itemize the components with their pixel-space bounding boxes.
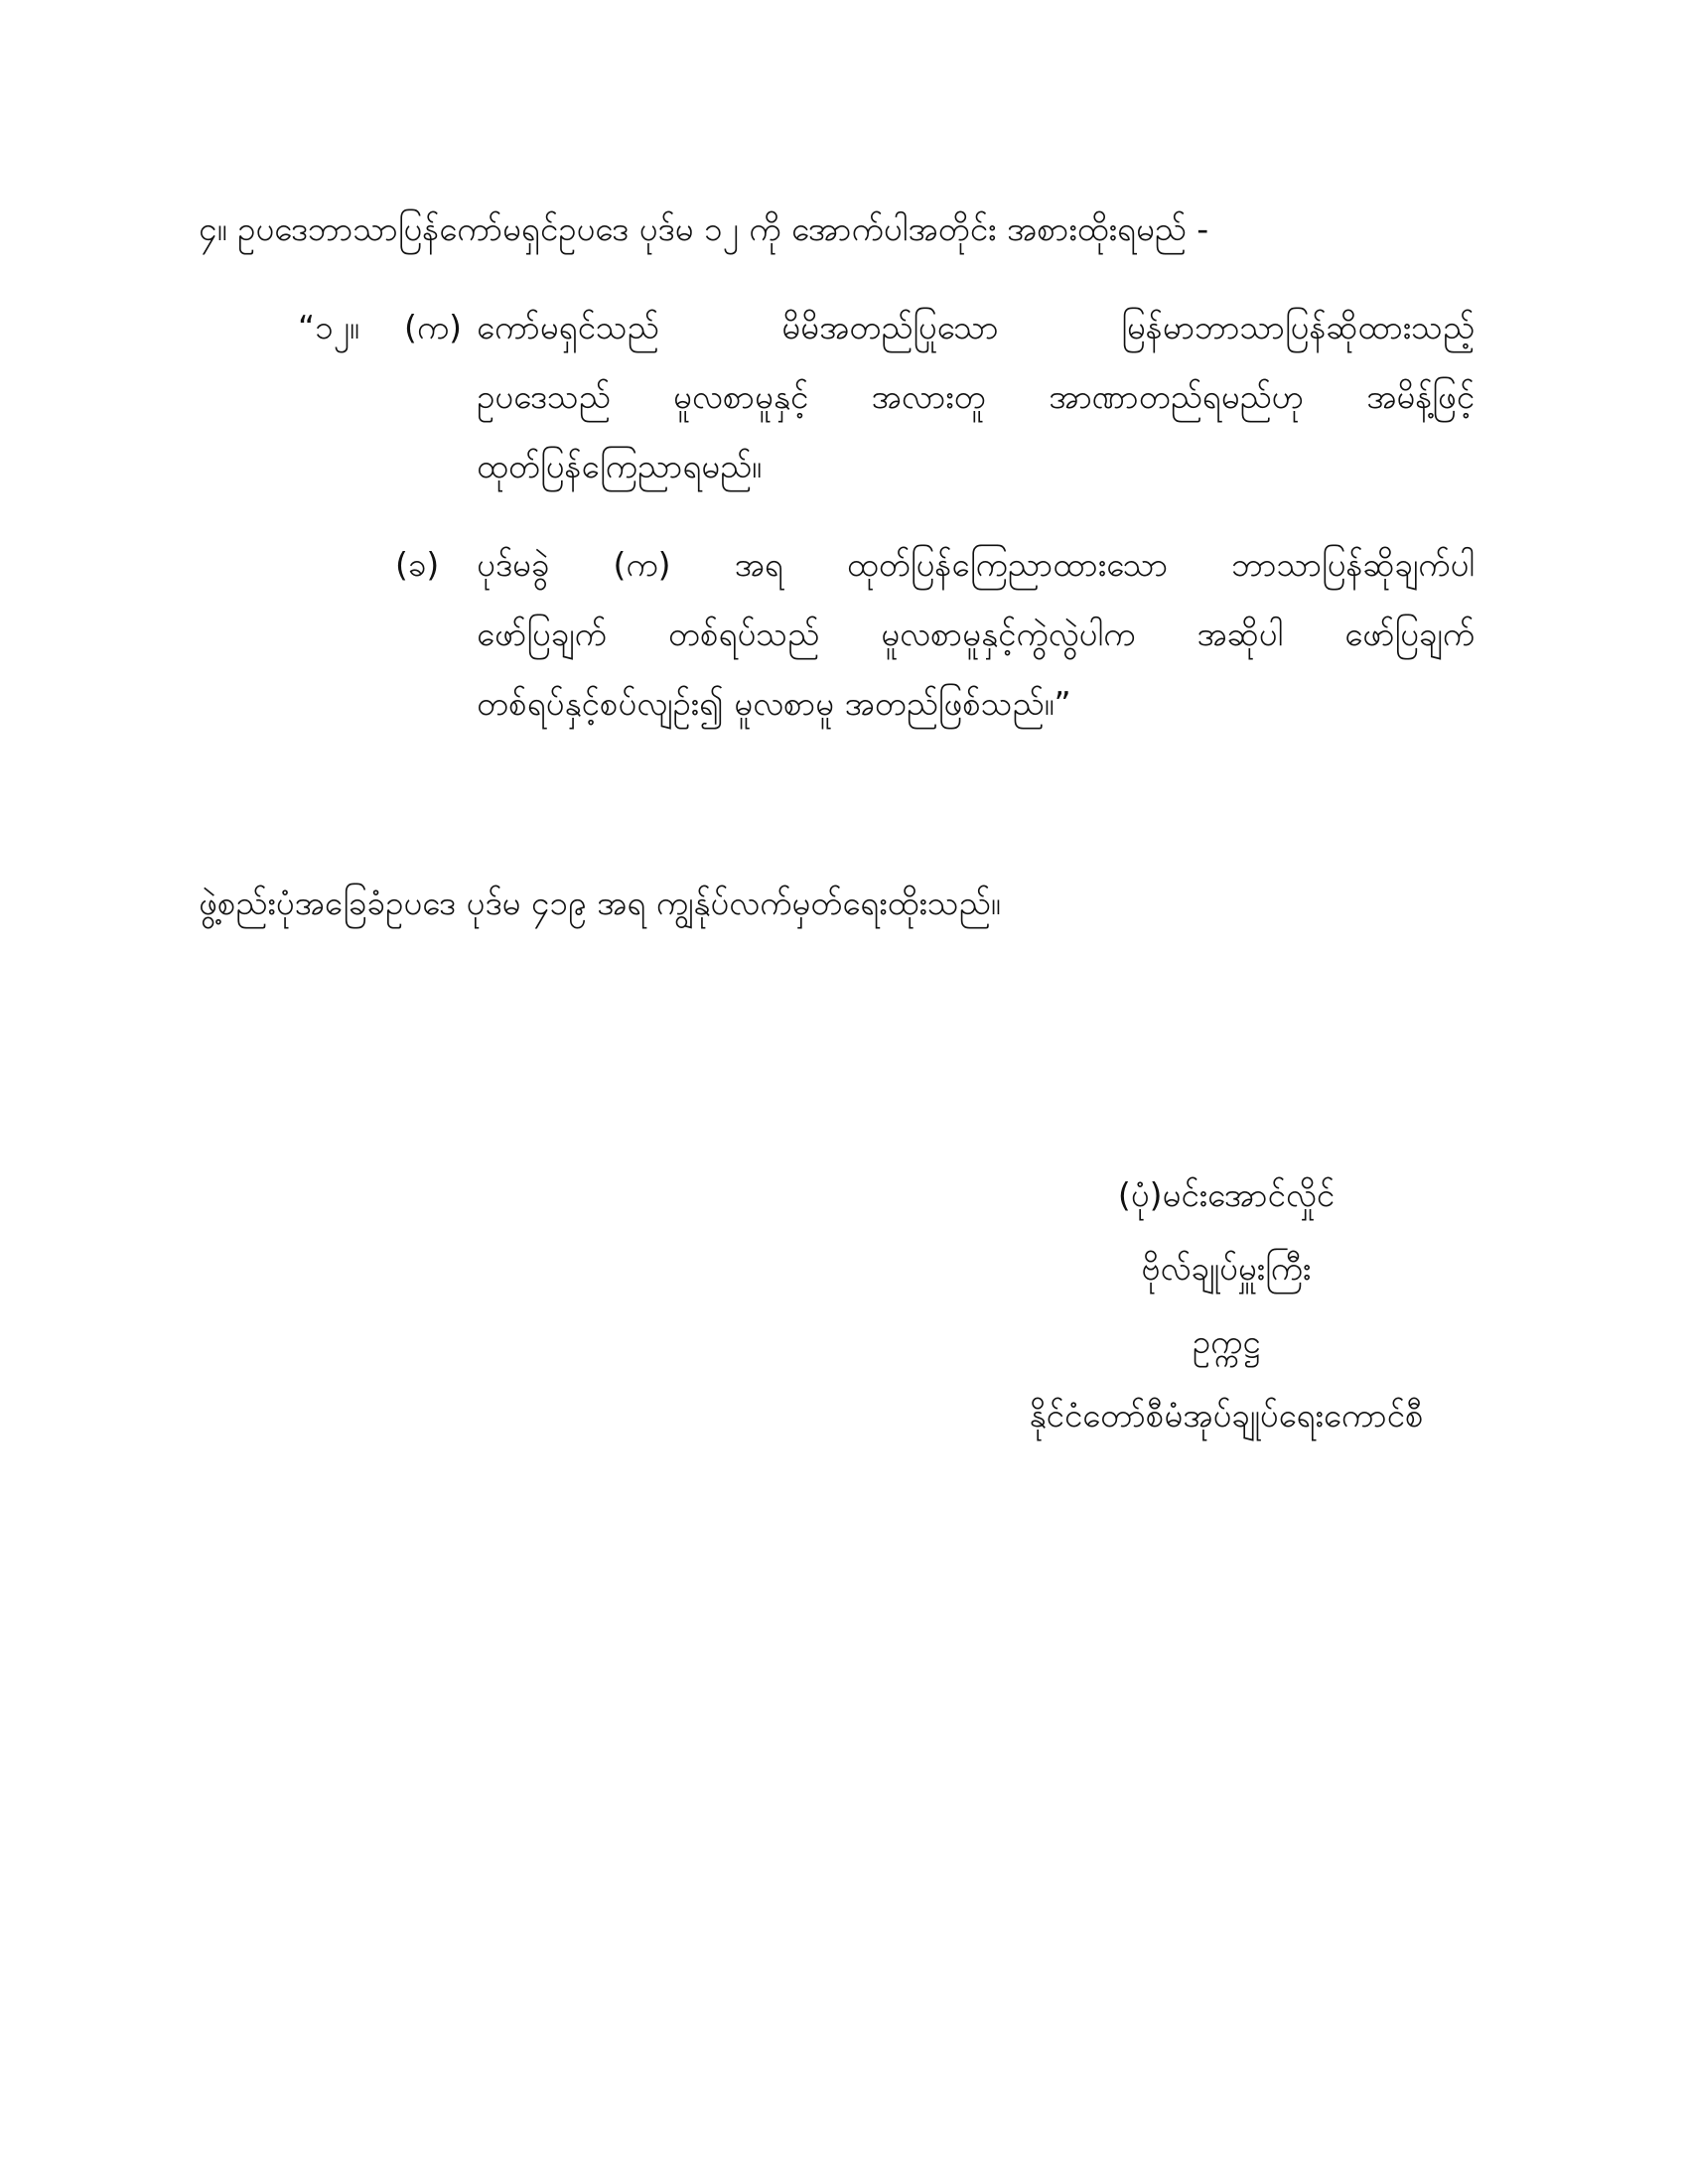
enactment-statement: ဖွဲ့စည်းပုံအခြေခံဥပဒေ ပုဒ်မ ၄၁၉ အရ ကျွန်ုပ်လက်မှတ်ရေးထိုးသည်။ xyxy=(199,884,1001,922)
section-number-quote: “၁၂။ xyxy=(298,308,359,346)
signatory-title: ဥက္ကဋ္ဌ xyxy=(1192,1322,1261,1361)
section-heading: ၄။ ဥပဒေဘာသာပြန်ကော်မရှင်ဥပဒေ ပုဒ်မ ၁၂ ကို အောက်ပါအတိုင်း အစားထိုးရမည် - xyxy=(199,209,1209,248)
signatory-name: (ပုံ)မင်းအောင်လှိုင် xyxy=(1117,1175,1336,1214)
clause-b-line-3: တစ်ရပ်နှင့်စပ်လျဉ်း၍ မူလစာမူ အတည်ဖြစ်သည်။” xyxy=(477,684,1071,723)
clause-a-line-3: ထုတ်ပြန်ကြေညာရမည်။ xyxy=(477,447,763,485)
clause-a-label: (က) xyxy=(404,308,463,346)
signatory-rank: ဗိုလ်ချုပ်မှူးကြီး xyxy=(1141,1249,1312,1288)
clause-b-line-2: ဖော်ပြချက် တစ်ရပ်သည် မူလစာမူနှင့်ကွဲလွဲပါက အဆိုပါ ဖော်ပြချက် xyxy=(477,614,1475,653)
clause-b-label: (ခ) xyxy=(395,545,440,584)
clause-b-line-1: ပုဒ်မခွဲ (က) အရ ထုတ်ပြန်ကြေညာထားသော ဘာသာပြန်ဆိုချက်ပါ xyxy=(477,545,1475,584)
signatory-body: နိုင်ငံတော်စီမံအုပ်ချုပ်ရေးကောင်စီ xyxy=(1029,1396,1424,1434)
clause-a-line-2: ဥပဒေသည် မူလစာမူနှင့် အလားတူ အာဏာတည်ရမည်ဟု အမိန့်ဖြင့် xyxy=(477,377,1475,416)
clause-a-line-1: ကော်မရှင်သည် မိမိအတည်ပြုသော မြန်မာဘာသာပြန်ဆိုထားသည့် xyxy=(477,308,1475,346)
